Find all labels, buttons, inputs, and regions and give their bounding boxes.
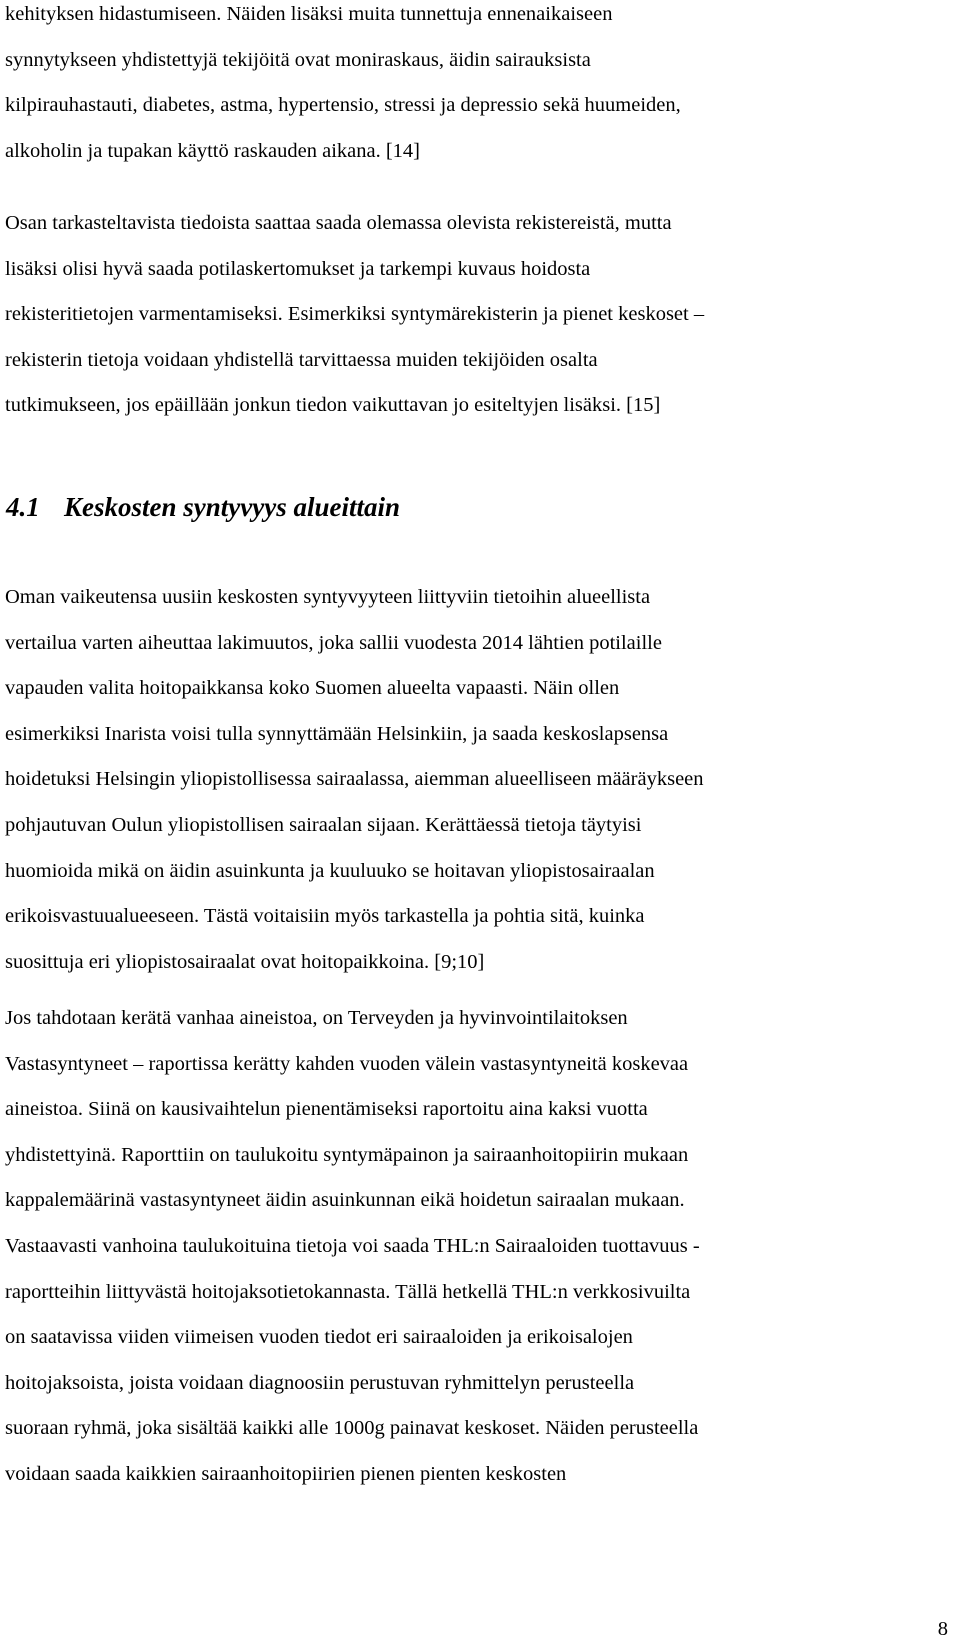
text-line: lisäksi olisi hyvä saada potilaskertomukset ja tarkempi kuvaus hoidosta [5, 257, 591, 280]
text-line: vertailua varten aiheuttaa lakimuutos, joka sallii vuodesta 2014 lähtien potilaille [5, 631, 662, 654]
section-paragraph-1 [5, 575, 910, 985]
text-line: tutkimukseen, jos epäillään jonkun tiedon vaikuttavan jo esiteltyjen lisäksi. [15] [5, 394, 661, 417]
text-line: hoidetuksi Helsingin yliopistollisessa sairaalassa, aiemman alueelliseen määräykseen [5, 768, 704, 791]
text-line: kappalemäärinä vastasyntyneet äidin asuinkunnan eikä hoidetun sairaalan mukaan. [5, 1189, 685, 1212]
text-line: kehityksen hidastumiseen. Näiden lisäksi muita tunnettuja ennenaikaiseen [5, 3, 613, 25]
text-line: huomioida mikä on äidin asuinkunta ja kuuluuko se hoitavan yliopistosairaalan [5, 859, 655, 882]
text-line: yhdistettyinä. Raporttiin on taulukoitu syntymäpainon ja sairaanhoitopiirin mukaan [5, 1143, 689, 1166]
section-paragraph-2 [5, 996, 910, 1498]
text-line: alkoholin ja tupakan käyttö raskauden aikana. [14] [5, 139, 420, 162]
text-line: Vastaavasti vanhoina taulukoituina tietoja voi saada THL:n Sairaaloiden tuottavuus - [5, 1234, 700, 1257]
text-line: Jos tahdotaan kerätä vanhaa aineistoa, on Terveyden ja hyvinvointilaitoksen [5, 1007, 628, 1029]
text-line: erikoisvastuualueeseen. Tästä voitaisiin myös tarkastella ja pohtia sitä, kuinka [5, 905, 645, 928]
intro-paragraph [5, 0, 910, 174]
text-line: vapauden valita hoitopaikkansa koko Suomen alueelta vapaasti. Näin ollen [5, 677, 620, 700]
text-line: hoitojaksoista, joista voidaan diagnoosiin perustuvan ryhmittelyn perusteella [5, 1371, 635, 1394]
section-title: Keskosten syntyvyys alueittain [64, 492, 400, 522]
text-line: raportteihin liittyvästä hoitojaksotietokannasta. Tällä hetkellä THL:n verkkosivuilta [5, 1280, 691, 1303]
section-heading [6, 487, 400, 527]
text-line: kilpirauhastauti, diabetes, astma, hypertensio, stressi ja depressio sekä huumeiden, [5, 94, 681, 117]
text-line: on saatavissa viiden viimeisen vuoden tiedot eri sairaaloiden ja erikoisalojen [5, 1326, 633, 1349]
text-line: Oman vaikeutensa uusiin keskosten syntyvyyteen liittyviin tietoihin alueellista [5, 586, 651, 608]
text-line: suosittuja eri yliopistosairaalat ovat hoitopaikkoina. [9;10] [5, 950, 485, 973]
text-line: rekisteritietojen varmentamiseksi. Esimerkiksi syntymärekisterin ja pienet keskoset – [5, 303, 705, 326]
text-line: suoraan ryhmä, joka sisältää kaikki alle 1000g painavat keskoset. Näiden perusteella [5, 1417, 699, 1440]
text-line: rekisterin tietoja voidaan yhdistellä tarvittaessa muiden tekijöiden osalta [5, 348, 598, 371]
text-line: esimerkiksi Inarista voisi tulla synnyttämään Helsinkiin, ja saada keskoslapsensa [5, 722, 669, 745]
section-number: 4.1 [6, 492, 40, 522]
page-number: 8 [937, 1618, 948, 1640]
text-line: aineistoa. Siinä on kausivaihtelun pienentämiseksi raportoitu aina kaksi vuotta [5, 1098, 648, 1121]
registry-paragraph [5, 201, 910, 429]
text-line: Vastasyntyneet – raportissa kerätty kahden vuoden välein vastasyntyneitä koskevaa [5, 1052, 689, 1075]
text-line: synnytykseen yhdistettyjä tekijöitä ovat moniraskaus, äidin sairauksista [5, 48, 591, 71]
text-line: voidaan saada kaikkien sairaanhoitopiirien pienen pienten keskosten [5, 1462, 567, 1485]
text-line: Osan tarkasteltavista tiedoista saattaa saada olemassa olevista rekistereistä, mutta [5, 212, 672, 234]
text-line: pohjautuvan Oulun yliopistollisen sairaalan sijaan. Kerättäessä tietoja täytyisi [5, 813, 642, 836]
